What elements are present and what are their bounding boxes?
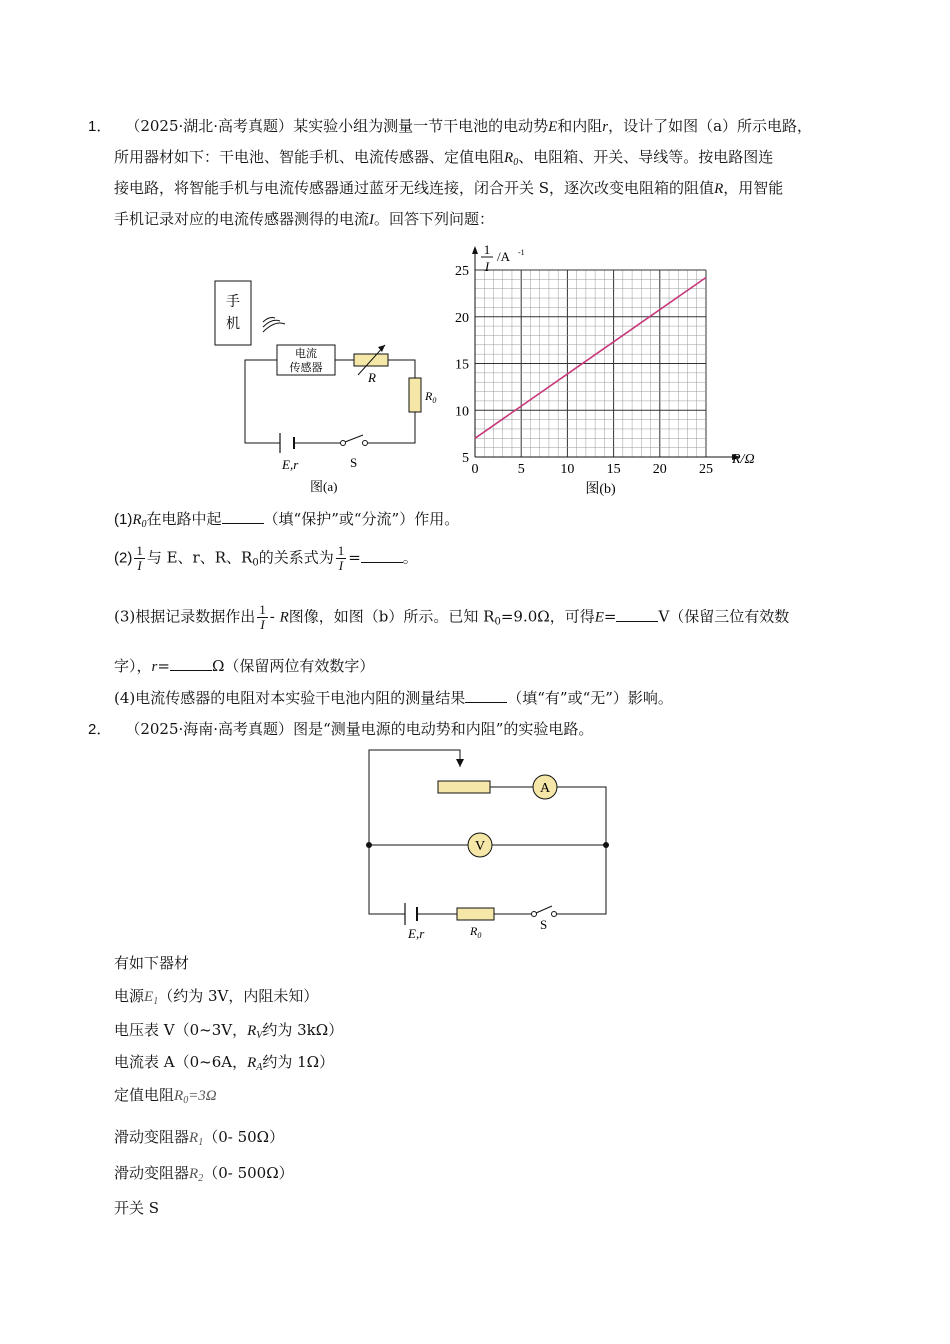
phone-label: 机 bbox=[226, 317, 240, 332]
y-axis-label-denominator: I bbox=[484, 259, 490, 274]
text: 接电路，将智能手机与电流传感器通过蓝牙无线连接，闭合开关 S，逐次改变电阻箱的阻值 bbox=[114, 179, 715, 197]
text: = bbox=[603, 607, 617, 626]
wires bbox=[245, 360, 415, 443]
q1-line1 bbox=[88, 116, 812, 137]
sensor-label: 电流 bbox=[295, 348, 317, 360]
symbol: R bbox=[247, 1055, 257, 1071]
text: =3Ω bbox=[188, 1088, 217, 1104]
subscript: 0 bbox=[183, 1095, 189, 1106]
text: 滑动变阻器 bbox=[114, 1164, 190, 1182]
text: 和内阻 bbox=[557, 117, 603, 135]
dash: ‐ bbox=[269, 607, 275, 626]
denominator: I bbox=[260, 617, 265, 632]
text: 在电路中起 bbox=[146, 510, 222, 528]
symbol-R: R bbox=[714, 181, 724, 197]
q2-line1 bbox=[88, 719, 593, 740]
symbol: R bbox=[189, 1130, 199, 1146]
text: 字）， bbox=[114, 657, 152, 675]
text: 手机记录对应的电流传感器测得的电流 bbox=[114, 210, 370, 228]
text: (4)电流传感器的电阻对本实验干电池内阻的测量结果 bbox=[114, 689, 466, 707]
subscript: 0 bbox=[141, 519, 147, 530]
subscript: 0 bbox=[513, 157, 519, 168]
y-tick-label: 20 bbox=[455, 310, 469, 326]
y-tick-label: 15 bbox=[455, 357, 469, 373]
text: =9.0Ω，可得 bbox=[500, 607, 595, 626]
R0-letter: R bbox=[470, 924, 478, 938]
numerator: 1 bbox=[337, 543, 345, 558]
question-number: 1． bbox=[88, 118, 112, 135]
S-label: S bbox=[350, 455, 358, 470]
equipment-item bbox=[114, 1020, 343, 1046]
symbol: R bbox=[189, 1166, 199, 1182]
text: 图是“测量电源的电动势和内阻”的实验电路。 bbox=[293, 720, 594, 738]
q1-line2 bbox=[114, 147, 773, 173]
equipment-item bbox=[114, 1052, 334, 1078]
resistor-R0 bbox=[457, 908, 494, 920]
junction-dot bbox=[366, 842, 372, 848]
question-source: （2025·海南·高考真题） bbox=[125, 720, 294, 738]
phone-box bbox=[215, 281, 251, 345]
text: （约为 3V，内阻未知） bbox=[158, 987, 319, 1005]
symbol-I: I bbox=[369, 212, 375, 228]
fraction-1-over-I bbox=[336, 544, 347, 573]
equipment-item bbox=[114, 1127, 284, 1153]
answer-blank[interactable] bbox=[222, 509, 264, 524]
R0-label bbox=[469, 924, 481, 940]
answer-blank[interactable] bbox=[465, 688, 507, 703]
equipment-item bbox=[114, 1085, 217, 1111]
figure-b-chart bbox=[440, 235, 770, 503]
R0-subscript: 0 bbox=[432, 396, 437, 405]
symbol-r: r bbox=[602, 119, 609, 135]
subscript: 0 bbox=[494, 616, 501, 628]
Er-label: E,r bbox=[282, 457, 299, 472]
equipment-item bbox=[114, 1163, 294, 1189]
switch-S bbox=[341, 435, 368, 446]
fraction-1-over-I bbox=[257, 603, 268, 632]
symbol-r: r bbox=[151, 659, 158, 675]
denominator: I bbox=[338, 558, 344, 573]
text: (3)根据记录数据作出 bbox=[114, 607, 256, 626]
sub-number: (2) bbox=[114, 549, 133, 567]
text: 开关 S bbox=[114, 1199, 160, 1217]
x-tick-label: 5 bbox=[517, 462, 525, 477]
text: 、电阻箱、开关、导线等。按电路图连 bbox=[518, 148, 774, 166]
question-source: （2025·湖北·高考真题） bbox=[125, 117, 294, 135]
x-tick-label: 15 bbox=[606, 462, 621, 477]
q1-line3 bbox=[114, 178, 783, 199]
y-axis-label-unit: /A bbox=[497, 249, 510, 264]
symbol: R bbox=[247, 1023, 257, 1039]
subscript: A bbox=[256, 1062, 263, 1073]
subscript: 2 bbox=[198, 1173, 204, 1184]
q1-sub2 bbox=[114, 544, 418, 574]
series-line bbox=[475, 277, 706, 438]
text: 电流表 A（0~6A， bbox=[114, 1053, 248, 1071]
battery-symbol bbox=[280, 433, 294, 453]
text: V（保留三位有效数 bbox=[658, 607, 790, 626]
numerator: 1 bbox=[259, 602, 266, 617]
wireless-icon bbox=[263, 318, 285, 333]
phone-label: 手 bbox=[226, 295, 240, 310]
symbol: R bbox=[174, 1088, 184, 1104]
equipment-item bbox=[114, 1198, 159, 1218]
figure-a-circuit bbox=[200, 275, 440, 500]
subscript: 1 bbox=[198, 1137, 204, 1148]
slider-arrow bbox=[456, 759, 464, 767]
R0-subscript: 0 bbox=[477, 931, 482, 940]
voltmeter-label: V bbox=[474, 839, 486, 854]
text: 某实验小组为测量一节干电池的电动势 bbox=[293, 117, 549, 135]
text: （0‐ 50Ω） bbox=[203, 1128, 285, 1146]
text: ，设计了如图（a）所示电路， bbox=[608, 117, 813, 135]
numerator: 1 bbox=[136, 543, 143, 558]
R0-label bbox=[424, 389, 436, 405]
x-tick-label: 0 bbox=[471, 462, 479, 477]
text: 。 bbox=[402, 548, 418, 567]
R-label: R bbox=[368, 370, 376, 385]
junction-dot bbox=[603, 842, 609, 848]
subscript: V bbox=[256, 1030, 263, 1041]
equipment-item bbox=[114, 986, 318, 1012]
text: ，用智能 bbox=[723, 179, 784, 197]
equals: = bbox=[348, 548, 361, 567]
question-number: 2． bbox=[88, 721, 112, 738]
answer-blank[interactable] bbox=[361, 548, 403, 563]
text: 电压表 V（0~3V， bbox=[114, 1021, 248, 1039]
text: 图像，如图（b）所示。已知 R bbox=[288, 607, 495, 626]
y-axis-label-numerator: 1 bbox=[483, 242, 491, 257]
ammeter-label: A bbox=[539, 781, 551, 796]
symbol-R: R bbox=[279, 609, 289, 626]
symbol: E bbox=[144, 989, 154, 1005]
y-tick-label: 25 bbox=[455, 264, 469, 279]
resistor-R0 bbox=[409, 378, 421, 412]
text: Ω（保留两位有效数字） bbox=[211, 657, 375, 675]
equipment-title: 有如下器材 bbox=[114, 954, 190, 972]
text: 与 E、r、R、R bbox=[146, 548, 253, 567]
text: 。回答下列问题： bbox=[374, 210, 495, 228]
x-tick-label: 10 bbox=[560, 462, 575, 477]
y-axis-arrow bbox=[472, 246, 478, 254]
y-tick-label: 5 bbox=[462, 451, 469, 466]
text: 定值电阻 bbox=[114, 1086, 175, 1104]
text: 约为 1Ω） bbox=[262, 1053, 335, 1071]
switch-S bbox=[532, 906, 557, 917]
symbol-R: R bbox=[132, 512, 142, 528]
wires bbox=[369, 750, 606, 914]
q1-line4 bbox=[114, 209, 494, 230]
figure-b-caption: 图(b) bbox=[585, 482, 616, 497]
subscript: 0 bbox=[252, 557, 259, 569]
q1-sub3-line2 bbox=[114, 656, 374, 677]
answer-blank[interactable] bbox=[616, 607, 658, 622]
figure-q2-circuit bbox=[360, 745, 620, 945]
sensor-label: 传感器 bbox=[289, 362, 323, 374]
symbol-E: E bbox=[594, 609, 604, 626]
text: （填“有”或“无”）影响。 bbox=[507, 689, 673, 707]
q1-sub4 bbox=[114, 688, 673, 708]
Er-label: E,r bbox=[408, 926, 425, 941]
text: = bbox=[157, 657, 170, 675]
denominator: I bbox=[137, 558, 142, 573]
battery-symbol bbox=[405, 903, 417, 925]
x-axis-label: R/Ω bbox=[732, 452, 755, 467]
text: 约为 3kΩ） bbox=[262, 1021, 344, 1039]
q1-sub1 bbox=[114, 509, 459, 535]
x-tick-label: 25 bbox=[699, 462, 713, 477]
text: （0‐ 500Ω） bbox=[203, 1164, 294, 1182]
y-axis-label-exponent: -1 bbox=[518, 248, 525, 257]
text: 滑动变阻器 bbox=[114, 1128, 190, 1146]
symbol-E: E bbox=[548, 119, 558, 135]
fraction-1-over-I bbox=[134, 544, 145, 573]
symbol-R: R bbox=[504, 150, 514, 166]
subscript: 1 bbox=[153, 996, 159, 1007]
text: 所用器材如下：干电池、智能手机、电流传感器、定值电阻 bbox=[114, 148, 505, 166]
S-label: S bbox=[540, 917, 548, 932]
text: （填“保护”或“分流”）作用。 bbox=[263, 510, 460, 528]
rheostat bbox=[438, 781, 490, 793]
q1-sub3 bbox=[114, 603, 789, 633]
x-tick-label: 20 bbox=[652, 462, 667, 477]
text: 的关系式为 bbox=[258, 548, 334, 567]
R0-letter: R bbox=[425, 389, 433, 403]
text: 电源 bbox=[114, 987, 145, 1005]
y-tick-label: 10 bbox=[455, 404, 469, 420]
sub-number: (1) bbox=[114, 511, 133, 528]
figure-a-caption: 图(a) bbox=[310, 479, 338, 494]
answer-blank[interactable] bbox=[170, 656, 212, 671]
